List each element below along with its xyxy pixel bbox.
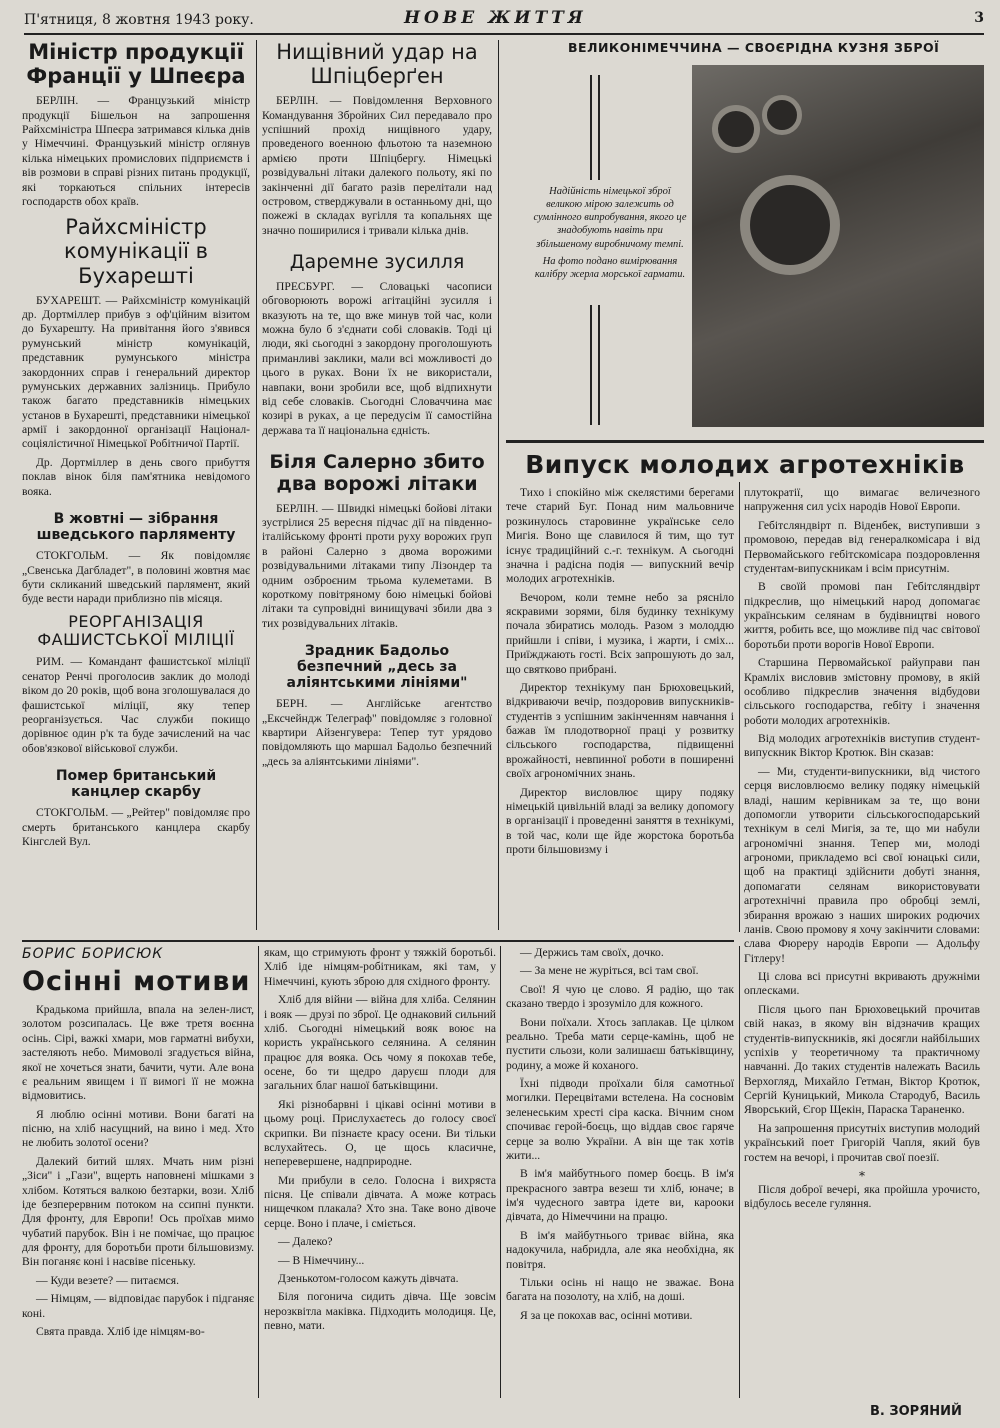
- osin-paragraph: Свої! Я чую це слово. Я радію, що так сказано твердо і зрозуміло для кожного.: [506, 982, 734, 1011]
- osin-paragraph: Я за це покохав вас, осінні мотиви.: [520, 1308, 693, 1322]
- osin-column-3: [506, 946, 734, 1422]
- masthead: [24, 8, 984, 34]
- column-1: [22, 40, 250, 932]
- osin-paragraph: Їхні підводи проїхали біля самотньої могилки. Перецвітами встелена. На сосновім зеленеським хресті сіра каска. Вічним сном спочиває герой-боєць, що віддав своє гаряче серце за волю України. А він ще так хотів жити...: [506, 1077, 734, 1162]
- agro-paragraph: На запрошення присутніх виступив молодий український поет Григорій Чапля, який був гостем на вечорі, і прочитав свої поезії.: [744, 1121, 980, 1164]
- headline-swedish-parliament: В жовтні — зібрання шведського парляменту: [36, 510, 236, 544]
- barrel-muzzle-icon: [740, 175, 840, 275]
- column-divider: [739, 482, 740, 932]
- osin-paragraph: Дзенькотом-голосом кажуть дівчата.: [278, 1271, 459, 1285]
- agro-paragraph: — Ми, студенти-випускники, від чистого серця висловлюємо велику подяку німецькій владі, нашим керівникам за те, що вони допомогли утворити сільськогосподарський технікум в селі Мигія, за те, що ми набули агрономічні знання. Тепер ми, молоді агрономи, прикладемо всі свої юнацькі сили, щоб на практиці здійснити добуті знання, допомагати селянам використовувати агротехнічні правила про обробці землі, збирання врожаю з наших широких родючих ланів. Свою промову я хочу закінчити словами: слава Фюреру народів Европи — Адольфу Гітлеру!: [744, 764, 980, 965]
- osin-paragraph: — В Німеччину...: [278, 1253, 365, 1267]
- agro-column-b: [744, 486, 980, 1398]
- headline-militia-reorganization: РЕОРГАНІЗАЦІЯ ФАШИСТСЬКОЇ МІЛІЦІЇ: [37, 611, 235, 650]
- column-divider: [500, 946, 501, 1398]
- agro-paragraph: Гебітсляндвірт п. Віденбек, виступивши з промовою, передав від генералкомісара і від Первомайського гебітскомісара поздоровлення студентам-випускникам і всім присутнім.: [744, 518, 980, 575]
- osin-paragraph: В ім'я майбутнього триває війна, яка надокучила, набридла, але яка необхідна, як повітря.: [506, 1228, 734, 1271]
- agro-paragraph: Тихо і спокійно між скелястими берегами тече старий Буг. Понад ним мальовниче розкинулось старовинне українське село Мигія. Воно ще славилося й тим, що тут існує традиційний с.-г. технікум. А сьогодні значна і радісна подія — випускний вечір молодих агротехніків.: [506, 486, 734, 586]
- agro-paragraph: Після цього пан Брюховецький прочитав свій наказ, в якому він відзначив кращих студентів-випускників, які досягли найбільших успіхів у теоретичному та практичному навчанні. До таких студентів належать Василь Верхогляд, Михайло Гетман, Віктор Кротюк, Сергій Куницький, Микола Стародуб, Василь Яворський, Єгор Щекін, Параска Тараненко.: [744, 1002, 980, 1117]
- osin-paragraph: Хліб для війни — війна для хліба. Селянин і вояк — друзі по зброї. Це однаковий сильний хліб. Сьогодні німецький вояк воює на користь українського селянина. А селянин працює для вояка. Ось чому я покохав тебе, осене, бо ти щедро даруєш плоди для загальних благ нашої батьківщини.: [264, 993, 496, 1093]
- photo-title: ВЕЛИКОНІМЕЧЧИНА — СВОЄРІДНА КУЗНЯ ЗБРОЇ: [568, 40, 940, 55]
- osin-paragraph: — Держись там своїх, дочко.: [520, 946, 664, 959]
- photo-caption-1: Надійність німецької зброї великою мірою залежить од сумлінного випробування, якого це знадобують навіть при збільшеному виробничому темпі.: [533, 186, 687, 250]
- osin-paragraph: Біля погонича сидить дівча. Ще зовсім нерозквітла маківка. Підходить молодиця. Це, певно, мати.: [264, 1290, 496, 1332]
- article-author: БОРИС БОРИСЮК: [22, 946, 164, 962]
- decor-line: [598, 75, 600, 180]
- osin-paragraph: Ми прибули в село. Голосна і вихряста пісня. Це співали дівчата. А може котрась нищечком плакала? Хто зна. Таке воно дівоче серце. Воно і плаче, і сміється.: [264, 1173, 496, 1230]
- masthead-rule: [24, 33, 984, 35]
- headline-autumn-motives: Осінні мотиви: [22, 966, 251, 997]
- osin-paragraph: — Далеко?: [278, 1235, 333, 1249]
- newspaper-name: НОВЕ ЖИТТЯ: [404, 8, 587, 28]
- agro-paragraph: Старшина Первомайської райуправи пан Крамліх висловив змістовну промову, в якій особливо підкреслив значення відбудови сільського господарства, гебіту і значення роботи молодих агротехніків.: [744, 656, 980, 727]
- section-rule: [506, 440, 984, 443]
- osin-paragraph: В ім'я майбутнього помер боєць. В ім'я прекрасного завтра везеш ти хліб, юначе; в ім'я чудесного завтра ідете ви, карооки дівчата, до Німеччини на працю.: [506, 1167, 734, 1224]
- osin-paragraph: якам, що стримують фронт у тяжкій боротьбі. Хліб іде німцям-робітникам, які там, у Німеччині, кують зброю для східного фронту.: [264, 946, 496, 988]
- decor-line: [598, 305, 600, 425]
- issue-date: П'ятниця, 8 жовтня 1943 року.: [24, 12, 254, 28]
- agro-paragraph: Вечором, коли темне небо за рясніло яскравими зорями, біля будинку технікуму почала збиратись молодь. Разом з молоддю прийшли і співи, і музика, і жарти, і сміх... Приїжджають гості. Всіх запрошують до зал, що святково прибрані.: [506, 590, 734, 676]
- photo-caption-2: На фото подано вимірювання калібру жерла морської гармати.: [534, 255, 686, 280]
- agro-paragraph: Директор висловлює щиру подяку німецькій цивільній владі за велику допомогу в організації і проведенні заняття в технікумі, в той час, коли ще йде жорстока боротьба проти більшовизму і: [506, 785, 734, 856]
- agro-paragraph: Ці слова всі присутні вкривають дружніми оплесками.: [744, 970, 980, 998]
- osin-paragraph: Тільки осінь ні нащо не зважає. Вона багата на позолоту, на хліб, на доші.: [506, 1275, 734, 1304]
- column-divider: [498, 40, 499, 930]
- article-militia-reorganization: РИМ. — Командант фашистської міліції сенатор Ренчі проголосив заклик до молоді віком до 20 років, щоб вона зголошувалася до фашистської міліції, яку тепер реорганізується. Час служби покищо дорівнює один р'к та буде зачислений на час обов'язкової військової служби.: [22, 655, 250, 755]
- osin-column-1: [22, 946, 254, 1422]
- headline-british-chancellor: Помер британський канцлер скарбу: [55, 768, 217, 801]
- agro-paragraph: Після доброї вечері, яка пройшла урочисто, відбулось веселе гуляння.: [744, 1182, 980, 1211]
- article-badoglio: БЕРН. — Англійське агентство „Ексчейндж Телеграф" повідомляє з головної квартири Айзенгувера: Тепер тут урядово повідомляють що маршал Бадольо безпечний „десь за аліянтськими лініями".: [262, 697, 492, 768]
- osin-paragraph: — Німцям, — відповідає парубок і підганяє коні.: [22, 1292, 254, 1320]
- headline-spitsbergen: Нищівний удар на Шпіцберґен: [276, 40, 478, 89]
- article-british-chancellor: СТОКГОЛЬМ. — „Рейтер" повідомляє про смерть британського канцлера скарбу Кінгслей Вул.: [22, 806, 250, 848]
- osin-paragraph: Свята правда. Хліб іде німцям-во-: [36, 1324, 205, 1338]
- headline-badoglio: Зрадник Бадольо безпечний „десь за аліянтськими лініями": [286, 643, 468, 692]
- agro-signature: В. ЗОРЯНИЙ: [870, 1404, 962, 1419]
- agro-paragraph: Від молодих агротехніків виступив студент-випускник Віктор Кротюк. Він сказав:: [744, 732, 980, 760]
- headline-agro-graduates: Випуск молодих агротехніків: [525, 450, 965, 479]
- osin-paragraph: — За мене не журіться, всі там свої.: [520, 964, 699, 978]
- osin-paragraph: Крадькома прийшла, впала на зелен-лист, золотом розсипалась. Це вже третя воєнна осінь. Сірі, важкі хмари, мов гарматні вибухи, застеляють небо. Мимоволі згадується війна, якої не хочеться знати, бачити, чути. Але вона є реальним явищем і її вимогі її не можна відмовитись.: [22, 1003, 254, 1103]
- osin-column-2: [264, 946, 496, 1422]
- osin-paragraph: Вони поїхали. Хтось заплакав. Це цілком реально. Треба мати серце-камінь, щоб не пустити сльози, коли залишаєш батьківщину, родину, а може й коханого.: [506, 1015, 734, 1072]
- agro-column-a: [506, 486, 734, 934]
- article-swedish-parliament: СТОКГОЛЬМ. — Як повідомляє „Свенська Дагбладет", в половині жовтня має бути скликаний шведський парлямент, який буде вести наради приблизно пів місяця.: [22, 549, 250, 606]
- article-salerno: БЕРЛІН. — Швидкі німецькі бойові літаки зустрілися 25 вересня підчас дії на південно-італійському фронті проти руху ворожих ґруп в районі Салерно з двома ворожими розвідувальними літаками типу Лізондер та одним озброєним трьома кулеметами. В короткому повітряному бою німецькі бойові літаки та супровідні винищувачі збили два з тих розвідувальних літаків.: [262, 501, 492, 630]
- osin-paragraph: — Куди везете? — питаємся.: [36, 1273, 180, 1287]
- headline-vain-effort: Даремне зусилля: [289, 251, 465, 274]
- photo-gun-barrel: [692, 65, 984, 427]
- barrel-muzzle-icon: [712, 105, 760, 153]
- osin-paragraph: Які різнобарвні і цікаві осінні мотиви в цьому році. Прислухаєтесь до голосу своєї скрипки. Ви пізнаєте красу осени. Ви тільки вслухайтесь. О, це щось класичне, неперевершене, надприродне.: [264, 1097, 496, 1169]
- decor-line: [590, 75, 592, 180]
- barrel-muzzle-icon: [762, 95, 802, 135]
- agro-paragraph: Директор технікуму пан Брюховецький, відкриваючи вечір, поздоровив випускників-студентів з успішним закінченням навчання і бажав їм плодотворної праці у розвитку сільського господарства, підвищенні врожайності, невпинної роботи в поширенні своїх агрономічних знань.: [506, 680, 734, 781]
- article-spitsbergen: БЕРЛІН. — Повідомлення Верховного Командування Збройних Сил передавало про успішний прохід нищівного удару, проведеного военною фльотою та наземною армією проти Шпіцбергу. Німецькі розвідувальні літаки далекого польоту, які по закінченні дії багато разів перелітали над островом, стверджували в останньому дні, що пожежі в складах вугілля та копальнях ще значно поширилися і тривали кілька днів.: [262, 94, 492, 237]
- column-2: [262, 40, 492, 932]
- article-reichsminister-bucharest-p1: БУХАРЕШТ. — Райхсміністр комунікацій др. Дортміллер прибув з оф'ційним візитом до Бухарешту. На привітання його з'явився румунський міністр комунікацій, представник румунського міністра закордонних справ і генеральний директор румунських державних залізниць. Прибуло також багато представників німецьких установ в Бухарешті, представники німецької армії і закордонної організації Націонал-соціялістичної Німецької Робітничої Партії.: [22, 293, 250, 451]
- section-rule: [22, 940, 734, 942]
- column-divider: [739, 946, 740, 1398]
- column-divider: [258, 946, 259, 1398]
- column-divider: [256, 40, 257, 930]
- headline-salerno: Біля Салерно збито два ворожі літаки: [269, 451, 485, 495]
- osin-paragraph: Далекий битий шлях. Мчать ним різні „Зіси" і „Гази", вщерть наповнені мішками з хлібом. Котяться валкою безтарки, вози. Хліб іде безперервним потоком на ссипні пункти. Для фронту, для Европи! Ось проїхав мимо чубатий парубок. Він і не помічає, що працює для фронту, для боротьби проти більшовизму. Він поганяє коні і насвіве пісеньку.: [22, 1154, 254, 1269]
- article-minister-production: БЕРЛІН. — Французький міністр продукції Бішельон на запрошення Райхсміністра Шпеєра затримався кілька днів у Німеччині. Французький міністр оглянув кілька німецьких промислових підприємств і вів розмови в справі різних питань продукції, які торкаються спільних інтересів господарств обох країв.: [22, 94, 250, 208]
- agro-paragraph: В своїй промові пан Гебітсляндвірт підкреслив, що німецький народ допомагає українським селянам в будівництві нового життя, робить все, що можливе під час світової боротьби проти ворогів Нової Европи.: [744, 580, 980, 651]
- photo-caption-block: [530, 185, 690, 285]
- decor-line: [590, 305, 592, 425]
- article-vain-effort: ПРЕСБУРГ. — Словацькі часописи обговорюють ворожі агітаційні зусилля і вказують на те, що вже минув той час, коли можна було б з'єднати собі словаків. Тоді ці люди, які сьогодні з закордону проголошують приманливі заклики, мали всі можливості до цього в руках. Вони їх не використали, навпаки, вони зробили все, щоб відпихнути від себе словаків. Сьогодні Словаччина має козирі в руках, а це передусім її самостійна держава та її національна єдність.: [262, 279, 492, 437]
- page-number: 3: [974, 10, 984, 26]
- headline-minister-production: Міністр продукції Франції у Шпеєра: [26, 40, 246, 89]
- stars-separator: *: [859, 1168, 865, 1183]
- osin-paragraph: Я люблю осінні мотиви. Вони багаті на пісню, на хліб насущний, на вино і мед. Хто не любить золотої осени?: [22, 1107, 254, 1150]
- agro-paragraph: плутократії, що вимагає величезного напруження сил усіх народів Нової Европи.: [744, 486, 980, 514]
- article-reichsminister-bucharest-p2: Др. Дортміллер в день свого прибуття поклав вінок біля пам'ятника невідомого вояка.: [22, 455, 250, 498]
- headline-reichsminister-bucharest: Райхсміністр комунікації в Бухарешті: [64, 215, 208, 288]
